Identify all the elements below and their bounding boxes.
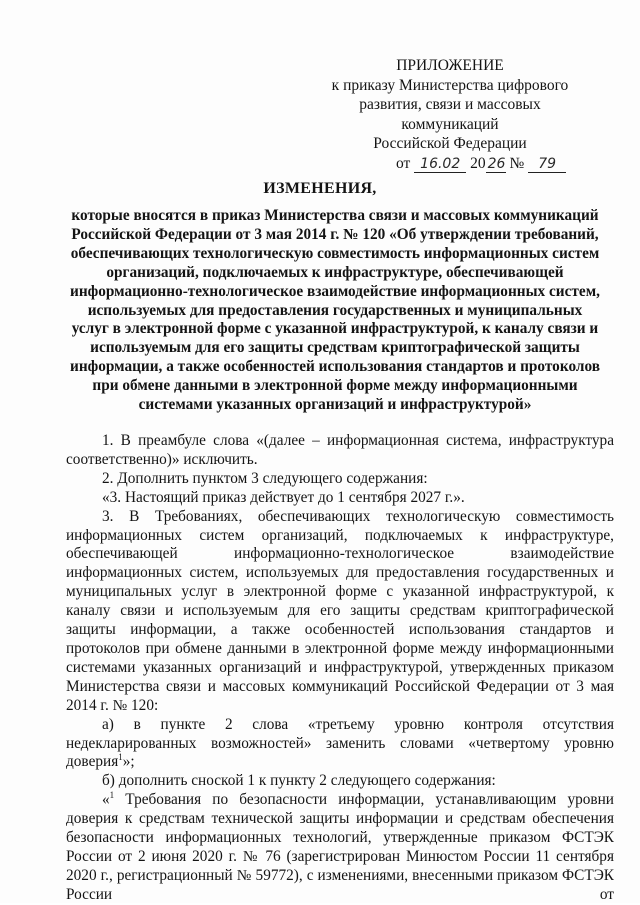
paragraph-7 <box>66 791 614 904</box>
document-subtitle: которые вносятся в приказ Министерства связи и массовых коммуникаций Российской Федерации от 3 мая 2014 г. № 120 «Об утверждении требований, обеспечивающих технологическую совместимость информационных систем организаций, подключаемых к инфраструктуре, обеспечивающей информационно-технологическое взаимодействие информационных систем, используемых для предоставления государственных и муниципальных услуг в электронной форме с указанной инфраструктурой, к каналу связи и используемым для его защиты средствам криптографической защиты информации, а также особенностей использования стандартов и протоколов при обмене данными в электронной форме между информационными системами указанных организаций и инфраструктурой» <box>70 207 600 414</box>
footnote-mark: 1 <box>118 752 123 763</box>
paragraph-6: б) дополнить сноской 1 к пункту 2 следующего содержания: <box>102 772 496 790</box>
appendix-line-2: развития, связи и массовых <box>359 96 541 113</box>
paragraph-2: 2. Дополнить пунктом 3 следующего содержания: <box>102 469 428 487</box>
year-prefix: 20 <box>470 154 486 172</box>
paragraph-5-text: а) в пункте 2 слова «третьему уровню контроля отсутствия недекларированных возможностей» заменить словами «четвертому уровню доверия <box>66 715 614 771</box>
paragraph-5-end: »; <box>122 753 135 771</box>
paragraph-1: 1. В преамбуле слова «(далее – информационная система, инфраструктура соответственно)» исключить. <box>66 432 614 468</box>
appendix-block <box>330 56 570 173</box>
footnote-mark-2: 1 <box>109 790 115 801</box>
paragraph-5 <box>66 716 614 773</box>
appendix-line-4: Российской Федерации <box>373 135 527 152</box>
paragraph-7-text: Требования по безопасности информации, устанавливающим уровни доверия к средствам технической защиты информации и средствам обеспечения безопасности информационных технологий, утвержденные приказом ФСТЭК России от 2 июня 2020 г. № 76 (зарегистрирован Минюстом России 11 сентября 2020 г., регистрационный № 59772), с изменениями, внесенными приказом ФСТЭК России от <box>66 791 614 903</box>
from-label: от <box>396 154 411 172</box>
document-title: ИЗМЕНЕНИЯ, <box>263 180 377 197</box>
document-body <box>66 432 614 905</box>
paragraph-3: «3. Настоящий приказ действует до 1 сентября 2027 г.». <box>102 488 465 506</box>
appendix-line-3: коммуникаций <box>401 115 499 133</box>
handwritten-date: 16.02 <box>414 156 466 173</box>
handwritten-year: 26 <box>487 155 506 172</box>
paragraph-7-open-quote: « <box>102 791 110 809</box>
number-label: № <box>509 154 525 172</box>
appendix-line-1: к приказу Министерства цифрового <box>331 76 569 94</box>
paragraph-4: 3. В Требованиях, обеспечивающих технологическую совместимость информационных систем организаций, подключаемых к инфраструктуре, обеспечивающей информационно-технологическое взаимодействие информационных систем, используемых для предоставления государственных и муниципальных услуг в электронной форме с указанной инфраструктурой, к каналу связи и используемым для его защиты средствам криптографической защиты информации, а также особенностей использования стандартов и протоколов при обмене данными в электронной форме между информационными системами указанных организаций и инфраструктурой, утвержденных приказом Министерства связи и массовых коммуникаций Российской Федерации от 3 мая 2014 г. № 120: <box>66 507 614 714</box>
appendix-date-number-line <box>330 154 570 174</box>
appendix-heading: ПРИЛОЖЕНИЕ <box>396 57 504 74</box>
handwritten-number: 79 <box>528 156 566 173</box>
